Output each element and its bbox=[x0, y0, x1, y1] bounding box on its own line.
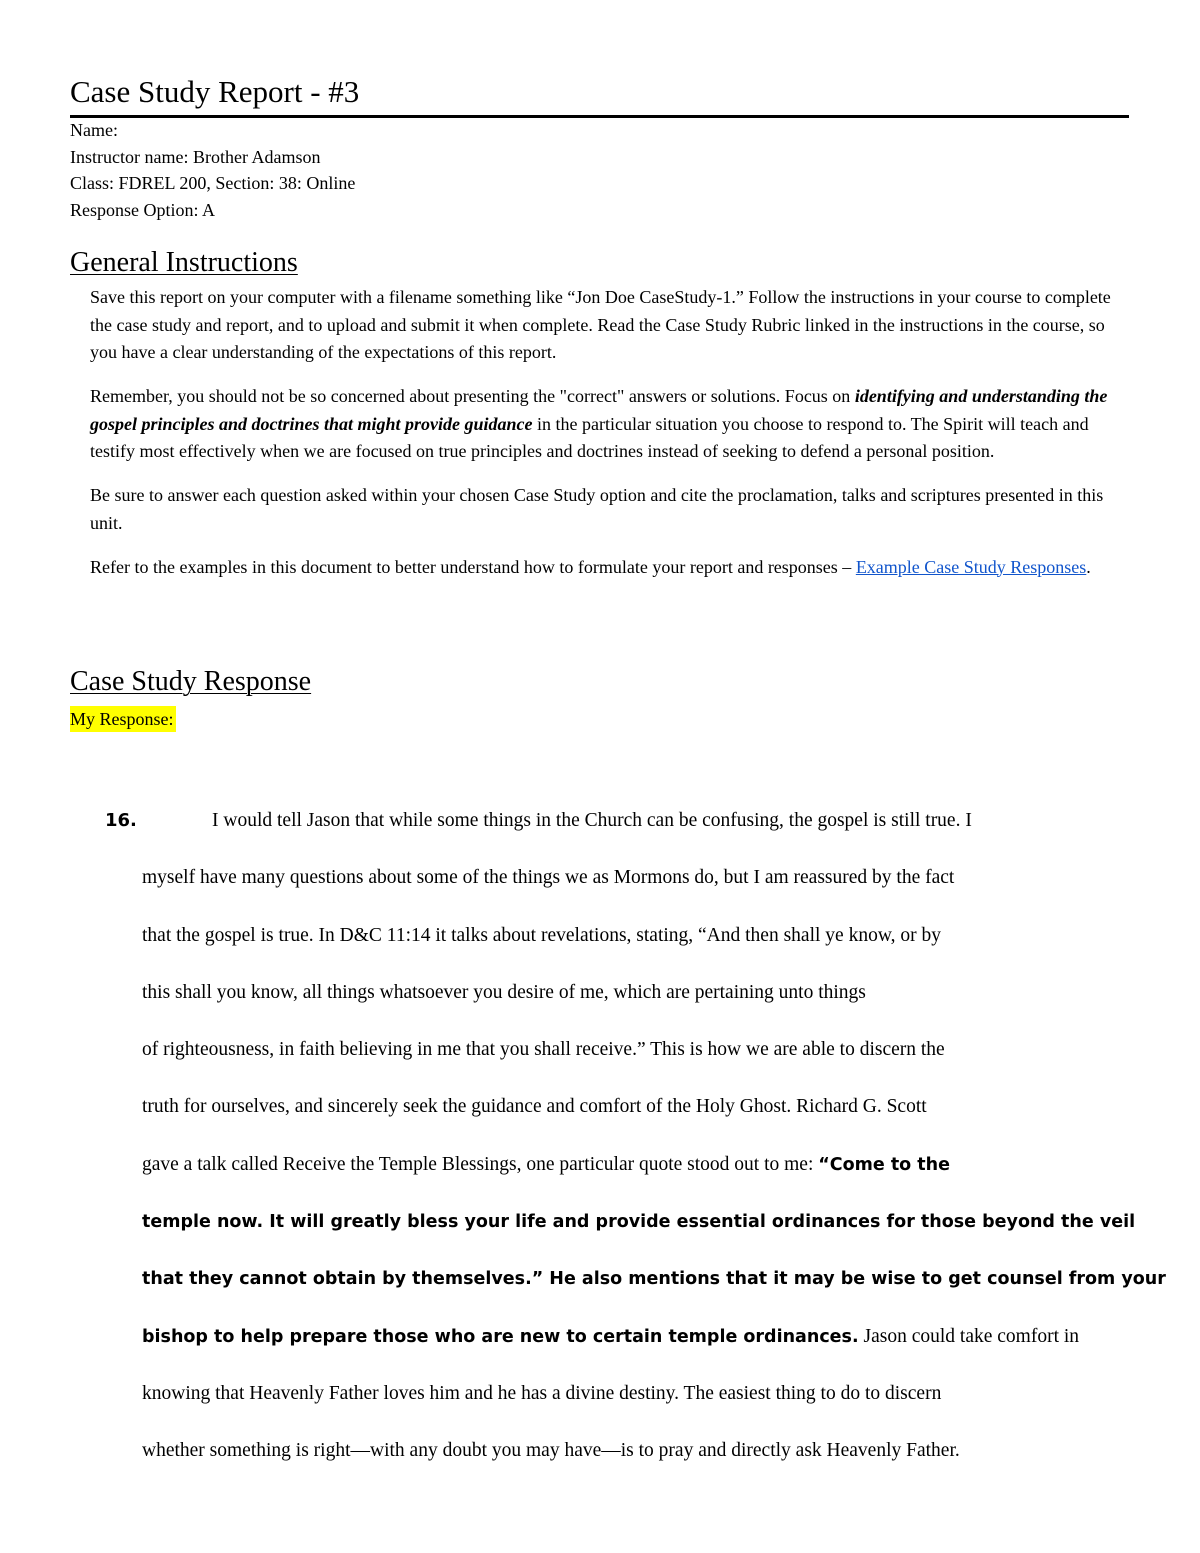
my-response-label: My Response: bbox=[70, 706, 176, 732]
answer-line: I would tell Jason that while some things in the Church can be confusing, the gospel is still true. I bbox=[212, 810, 972, 831]
answer-line: of righteousness, in faith believing in me that you shall receive.” This is how we are able to discern the bbox=[142, 1039, 945, 1061]
bishop-counsel-text: bishop to help prepare those who are new to certain temple ordinances. bbox=[142, 1326, 859, 1347]
answer-line bbox=[142, 1322, 1137, 1379]
answer-line: this shall you know, all things whatsoever you desire of me, which are pertaining unto things bbox=[142, 981, 866, 1003]
name-field: Name: bbox=[70, 120, 118, 140]
response-option-field: Response Option: A bbox=[70, 199, 216, 220]
comfort-text: Jason could take comfort in bbox=[858, 1325, 1080, 1347]
examples-text-after: . bbox=[1086, 556, 1091, 577]
focus-emphasis: identifying and understanding the gospel principles and doctrines that might provide guidance bbox=[90, 386, 1108, 434]
answer-line bbox=[142, 1150, 1137, 1207]
instructions-paragraph-save: Save this report on your computer with a filename something like “Jon Doe CaseStudy-1.” Follow the instructions in your course to complete the case study and report, and to upload and submit it when complete. Read the Case Study Rubric linked in the instructions in the course, so you have a clear understanding of the expectations of this report. bbox=[90, 287, 1111, 362]
answer-body bbox=[142, 806, 1166, 1494]
instructions-paragraph-examples bbox=[90, 554, 1135, 582]
examples-text-before: Refer to the examples in this document to better understand how to formulate your report and responses – bbox=[90, 556, 856, 577]
instructor-field: Instructor name: Brother Adamson bbox=[70, 146, 321, 167]
quote-start: “Come to the bbox=[818, 1154, 950, 1175]
instructions-paragraph-focus bbox=[90, 383, 1135, 466]
answer-line: that the gospel is true. In D&C 11:14 it talks about revelations, stating, “And then shall ye know, or by bbox=[142, 924, 942, 946]
focus-text-after: in the particular situation you choose to respond to. The Spirit will teach and testify most effectively when we are focused on true principles and doctrines instead of seeking to defend a personal position. bbox=[90, 413, 1089, 461]
focus-text-before: Remember, you should not be so concerned about presenting the "correct" answers or solutions. Focus on bbox=[90, 386, 855, 406]
general-instructions-heading: General Instructions bbox=[70, 247, 298, 278]
talk-intro-text: gave a talk called Receive the Temple Blessings, one particular quote stood out to me: bbox=[142, 1153, 819, 1175]
answer-number: 16. bbox=[105, 810, 137, 831]
report-metadata bbox=[70, 117, 355, 223]
general-instructions-body bbox=[90, 284, 1135, 598]
answer-line: myself have many questions about some of the things we as Mormons do, but I am reassured by the fact bbox=[142, 867, 955, 889]
case-study-response-heading: Case Study Response bbox=[70, 666, 312, 697]
instructions-paragraph-cite: Be sure to answer each question asked within your chosen Case Study option and cite the proclamation, talks and scriptures presented in this unit. bbox=[90, 485, 1104, 533]
example-case-study-link[interactable]: Example Case Study Responses bbox=[855, 556, 1087, 577]
answer-line: knowing that Heavenly Father loves him and he has a divine destiny. The easiest thing to do to discern bbox=[142, 1382, 942, 1404]
document-title: Case Study Report - #3 bbox=[70, 74, 360, 109]
answer-line: that they cannot obtain by themselves.” He also mentions that it may be wise to get counsel from your bbox=[142, 1269, 1166, 1290]
class-field: Class: FDREL 200, Section: 38: Online bbox=[70, 173, 356, 193]
answer-line: whether something is right—with any doubt you may have—is to pray and directly ask Heavenly Father. bbox=[142, 1440, 960, 1462]
answer-line: temple now. It will greatly bless your life and provide essential ordinances for those beyond the veil bbox=[142, 1212, 1136, 1233]
answer-line: truth for ourselves, and sincerely seek the guidance and comfort of the Holy Ghost. Richard G. Scott bbox=[142, 1096, 927, 1118]
